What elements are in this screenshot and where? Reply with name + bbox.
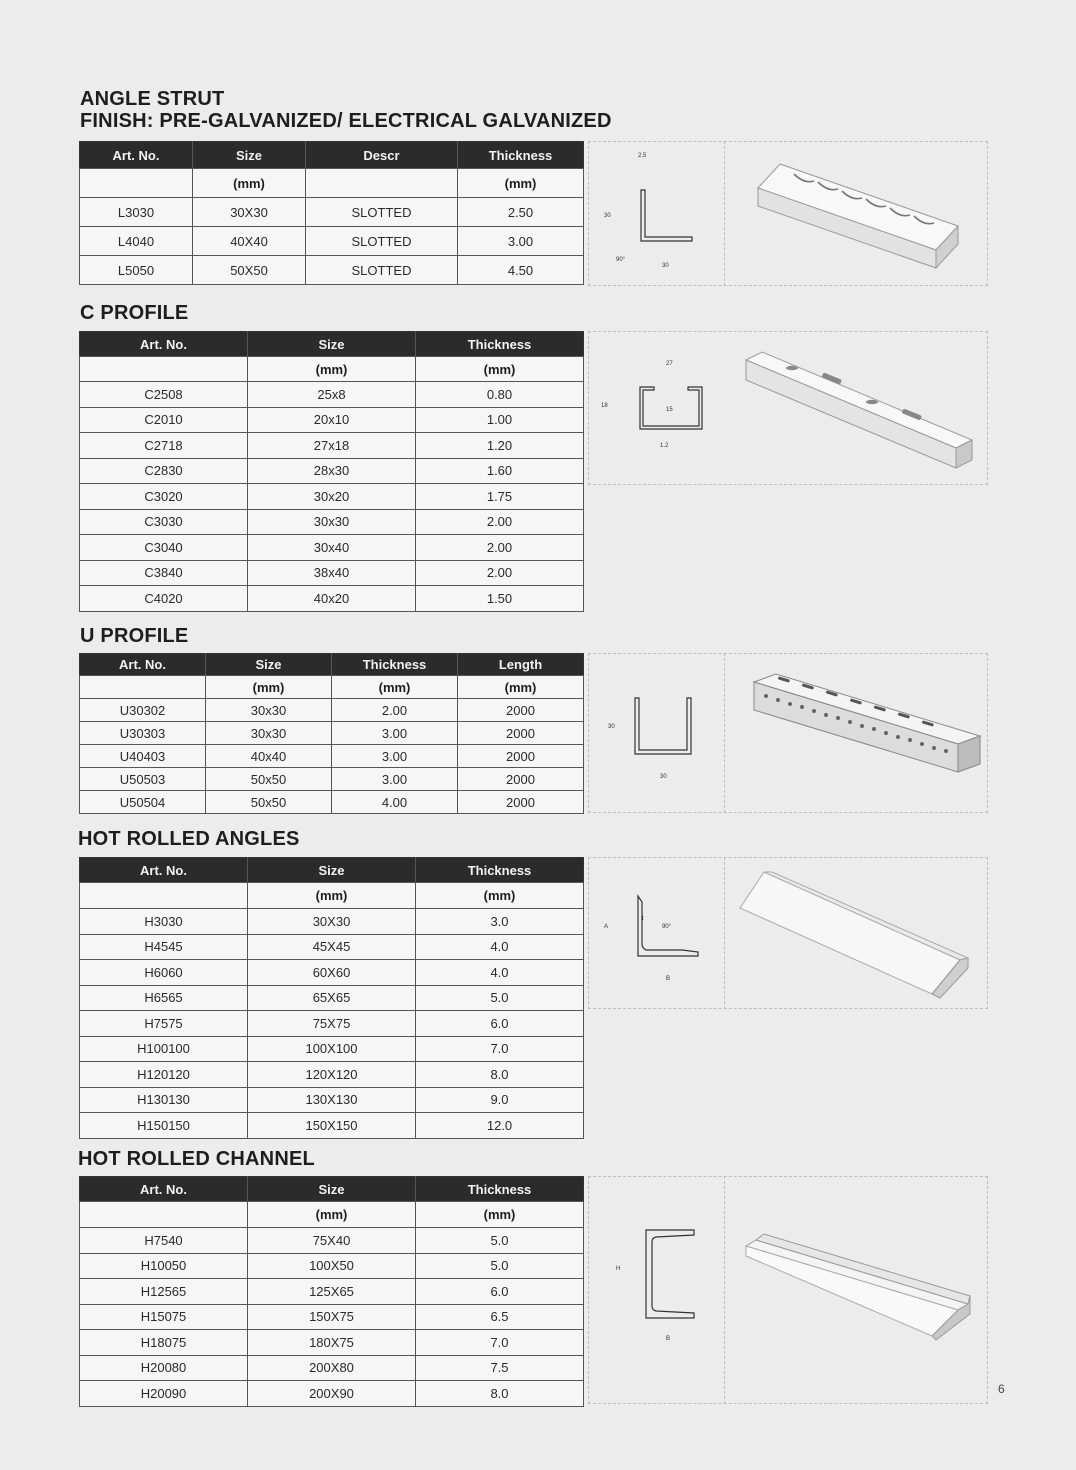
table-cell: SLOTTED (306, 227, 458, 256)
table-row (80, 484, 584, 510)
unit-cell (80, 1202, 248, 1228)
table-cell: 30X30 (193, 198, 306, 227)
hot-rolled-channel-table (79, 1176, 584, 1407)
table-cell: U40403 (80, 745, 206, 768)
table-cell: U30302 (80, 699, 206, 722)
table-cell: 9.0 (416, 1087, 584, 1113)
dim-label: A (604, 924, 609, 930)
table-cell: H4545 (80, 934, 248, 960)
table-cell: 50x50 (206, 791, 332, 814)
table-cell: 1.60 (416, 458, 584, 484)
u-profile-product-image (748, 666, 984, 791)
table-row (80, 699, 584, 722)
column-header: Art. No. (80, 654, 206, 676)
table-cell: U50503 (80, 768, 206, 791)
column-header: Art. No. (80, 332, 248, 357)
table-cell: H6565 (80, 985, 248, 1011)
hot-rolled-angles-section-drawing (598, 880, 718, 990)
table-row (80, 1011, 584, 1037)
table-cell: H12565 (80, 1279, 248, 1305)
table-cell: 4.0 (416, 960, 584, 986)
table-cell: C2010 (80, 407, 248, 433)
column-header: Size (248, 1177, 416, 1202)
table-row (80, 722, 584, 745)
table-cell: SLOTTED (306, 256, 458, 285)
table-cell: L5050 (80, 256, 193, 285)
table-cell: H10050 (80, 1253, 248, 1279)
table-cell: 5.0 (416, 1228, 584, 1254)
column-header: Size (193, 142, 306, 169)
dim-label: 1.2 (660, 443, 669, 449)
table-row (80, 407, 584, 433)
units-row (80, 357, 584, 382)
dim-label: B (666, 976, 671, 982)
table-cell: 28x30 (248, 458, 416, 484)
table-cell: 150X150 (248, 1113, 416, 1139)
column-header: Size (248, 858, 416, 883)
table-cell: U30303 (80, 722, 206, 745)
table-cell: 8.0 (416, 1381, 584, 1407)
table-cell: 4.50 (458, 256, 584, 285)
table-cell: 38x40 (248, 560, 416, 586)
unit-cell: (mm) (458, 169, 584, 198)
table-row (80, 745, 584, 768)
angle-strut-title: ANGLE STRUT (80, 88, 225, 110)
table-cell: 75X75 (248, 1011, 416, 1037)
table-cell: 200X80 (248, 1355, 416, 1381)
column-header: Art. No. (80, 858, 248, 883)
unit-cell: (mm) (416, 1202, 584, 1228)
table-cell: SLOTTED (306, 198, 458, 227)
table-cell: 3.00 (458, 227, 584, 256)
unit-cell: (mm) (206, 676, 332, 699)
table-cell: H20090 (80, 1381, 248, 1407)
table-row (80, 1087, 584, 1113)
table-cell: C3030 (80, 509, 248, 535)
table-cell: 30X30 (248, 909, 416, 935)
unit-cell: (mm) (416, 357, 584, 382)
column-header: Thickness (416, 858, 584, 883)
table-cell: 2000 (458, 791, 584, 814)
angle-strut-finish: FINISH: PRE-GALVANIZED/ ELECTRICAL GALVANIZED (80, 110, 612, 132)
table-cell: 7.0 (416, 1330, 584, 1356)
dim-label: B (666, 1336, 671, 1342)
table-cell: H130130 (80, 1087, 248, 1113)
hot-rolled-channel-section-drawing (610, 1222, 710, 1347)
u-profile-title: U PROFILE (80, 625, 189, 647)
table-cell: 2.50 (458, 198, 584, 227)
dim-label: 15 (666, 407, 673, 413)
hot-rolled-angles-table (79, 857, 584, 1139)
table-cell: 100X50 (248, 1253, 416, 1279)
table-row (80, 509, 584, 535)
column-header: Thickness (458, 142, 584, 169)
table-cell: H7575 (80, 1011, 248, 1037)
table-cell: 2.00 (416, 560, 584, 586)
units-row (80, 1202, 584, 1228)
u-profile-section-drawing (598, 690, 708, 790)
unit-cell: (mm) (416, 883, 584, 909)
table-row (80, 768, 584, 791)
table-row (80, 256, 584, 285)
unit-cell: (mm) (332, 676, 458, 699)
unit-cell: (mm) (193, 169, 306, 198)
table-cell: 3.00 (332, 745, 458, 768)
table-cell: 45X45 (248, 934, 416, 960)
table-row (80, 1253, 584, 1279)
table-row (80, 1304, 584, 1330)
table-row (80, 985, 584, 1011)
table-row (80, 535, 584, 561)
table-cell: 100X100 (248, 1036, 416, 1062)
angle-strut-table (79, 141, 584, 285)
table-cell: 3.00 (332, 722, 458, 745)
table-cell: C2508 (80, 382, 248, 408)
table-cell: H15075 (80, 1304, 248, 1330)
table-cell: 200X90 (248, 1381, 416, 1407)
table-cell: 5.0 (416, 1253, 584, 1279)
table-cell: 2000 (458, 745, 584, 768)
table-cell: 30x30 (206, 722, 332, 745)
table-row (80, 1036, 584, 1062)
table-cell: 50X50 (193, 256, 306, 285)
column-header: Length (458, 654, 584, 676)
table-cell: L3030 (80, 198, 193, 227)
table-cell: 2.00 (332, 699, 458, 722)
u-profile-table (79, 653, 584, 814)
table-row (80, 960, 584, 986)
c-profile-title: C PROFILE (80, 302, 189, 324)
table-cell: 0.80 (416, 382, 584, 408)
table-row (80, 586, 584, 612)
hot-rolled-channel-title: HOT ROLLED CHANNEL (78, 1148, 315, 1170)
angle-strut-product-image (750, 150, 970, 275)
table-row (80, 1355, 584, 1381)
table-row (80, 934, 584, 960)
units-row (80, 883, 584, 909)
dim-label: 90° (616, 257, 626, 263)
table-cell: H18075 (80, 1330, 248, 1356)
table-cell: C3840 (80, 560, 248, 586)
table-header-row (80, 332, 584, 357)
table-cell: 1.75 (416, 484, 584, 510)
table-cell: H7540 (80, 1228, 248, 1254)
table-cell: 6.0 (416, 1279, 584, 1305)
table-cell: C2718 (80, 433, 248, 459)
table-cell: 2000 (458, 699, 584, 722)
column-header: Descr (306, 142, 458, 169)
unit-cell: (mm) (248, 883, 416, 909)
table-cell: U50504 (80, 791, 206, 814)
table-row (80, 227, 584, 256)
hot-rolled-angles-product-image (736, 868, 976, 1000)
unit-cell: (mm) (248, 1202, 416, 1228)
table-cell: H150150 (80, 1113, 248, 1139)
table-cell: 75X40 (248, 1228, 416, 1254)
table-cell: 1.20 (416, 433, 584, 459)
table-row (80, 433, 584, 459)
dim-label: H (616, 1266, 621, 1272)
table-cell: 8.0 (416, 1062, 584, 1088)
table-cell: 50x50 (206, 768, 332, 791)
dim-label: 30 (662, 263, 669, 269)
dim-label: 30 (660, 774, 667, 780)
table-cell: 20x10 (248, 407, 416, 433)
table-cell: 125X65 (248, 1279, 416, 1305)
table-cell: 2000 (458, 768, 584, 791)
page-number: 6 (998, 1382, 1005, 1396)
units-row (80, 169, 584, 198)
table-cell: 1.50 (416, 586, 584, 612)
column-header: Thickness (416, 332, 584, 357)
table-cell: 150X75 (248, 1304, 416, 1330)
table-row (80, 791, 584, 814)
table-cell: 130X130 (248, 1087, 416, 1113)
table-row (80, 1330, 584, 1356)
table-cell: 1.00 (416, 407, 584, 433)
column-header: Art. No. (80, 1177, 248, 1202)
table-row (80, 1279, 584, 1305)
unit-cell (80, 883, 248, 909)
column-header: Size (248, 332, 416, 357)
table-cell: 6.0 (416, 1011, 584, 1037)
column-header: Thickness (332, 654, 458, 676)
table-cell: 120X120 (248, 1062, 416, 1088)
table-cell: 60X60 (248, 960, 416, 986)
table-row (80, 909, 584, 935)
unit-cell: (mm) (248, 357, 416, 382)
dim-label: t (642, 916, 644, 922)
table-cell: 7.0 (416, 1036, 584, 1062)
table-cell: 27x18 (248, 433, 416, 459)
table-row (80, 458, 584, 484)
table-cell: 3.00 (332, 768, 458, 791)
dim-label: 27 (666, 361, 673, 367)
column-header: Size (206, 654, 332, 676)
table-row (80, 1228, 584, 1254)
table-cell: 30x20 (248, 484, 416, 510)
table-cell: 12.0 (416, 1113, 584, 1139)
table-cell: C4020 (80, 586, 248, 612)
table-row (80, 1062, 584, 1088)
unit-cell (80, 676, 206, 699)
table-row (80, 1381, 584, 1407)
unit-cell (80, 357, 248, 382)
table-cell: H100100 (80, 1036, 248, 1062)
c-profile-table (79, 331, 584, 612)
table-cell: H6060 (80, 960, 248, 986)
table-cell: 30x30 (206, 699, 332, 722)
c-profile-product-image (740, 348, 980, 473)
table-header-row (80, 142, 584, 169)
table-row (80, 1113, 584, 1139)
table-cell: 2000 (458, 722, 584, 745)
table-cell: 30x40 (248, 535, 416, 561)
table-cell: C2830 (80, 458, 248, 484)
table-cell: 7.5 (416, 1355, 584, 1381)
table-header-row (80, 858, 584, 883)
units-row (80, 676, 584, 699)
table-cell: 5.0 (416, 985, 584, 1011)
table-cell: 2.00 (416, 535, 584, 561)
dim-label: 30 (608, 724, 615, 730)
hot-rolled-angles-title: HOT ROLLED ANGLES (78, 828, 300, 850)
table-cell: 40x40 (206, 745, 332, 768)
dim-label: 30 (604, 213, 611, 219)
table-row (80, 198, 584, 227)
table-cell: 30x30 (248, 509, 416, 535)
table-cell: L4040 (80, 227, 193, 256)
column-header: Art. No. (80, 142, 193, 169)
angle-strut-section-drawing (598, 145, 708, 280)
hot-rolled-channel-product-image (742, 1228, 978, 1343)
table-cell: 25x8 (248, 382, 416, 408)
table-cell: C3040 (80, 535, 248, 561)
table-header-row (80, 654, 584, 676)
c-profile-section-drawing (598, 355, 708, 455)
table-cell: 6.5 (416, 1304, 584, 1330)
table-cell: 3.0 (416, 909, 584, 935)
table-cell: 2.00 (416, 509, 584, 535)
table-row (80, 382, 584, 408)
table-cell: H20080 (80, 1355, 248, 1381)
table-cell: H120120 (80, 1062, 248, 1088)
table-cell: 40X40 (193, 227, 306, 256)
table-cell: 40x20 (248, 586, 416, 612)
table-cell: 180X75 (248, 1330, 416, 1356)
dim-label: 18 (601, 403, 608, 409)
unit-cell (80, 169, 193, 198)
table-cell: 4.0 (416, 934, 584, 960)
table-header-row (80, 1177, 584, 1202)
dim-label: 2.5 (638, 153, 647, 159)
table-cell: C3020 (80, 484, 248, 510)
dim-label: 90° (662, 924, 672, 930)
unit-cell: (mm) (458, 676, 584, 699)
unit-cell (306, 169, 458, 198)
table-cell: 4.00 (332, 791, 458, 814)
table-cell: 65X65 (248, 985, 416, 1011)
column-header: Thickness (416, 1177, 584, 1202)
table-row (80, 560, 584, 586)
table-cell: H3030 (80, 909, 248, 935)
